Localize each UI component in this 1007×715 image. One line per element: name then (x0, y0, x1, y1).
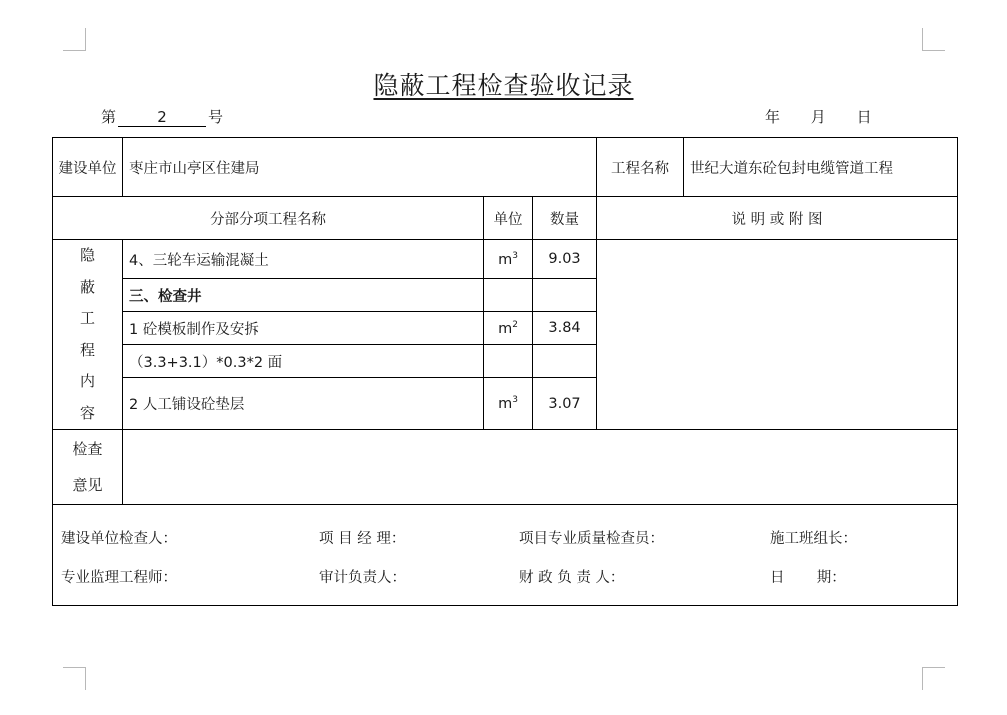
item-name-cell: 三、检查井 (123, 279, 484, 312)
section-label-char: 程 (79, 340, 95, 359)
quantity-cell: 3.07 (533, 378, 597, 430)
signature-quality-inspector: 项目专业质量检查员： (519, 531, 664, 547)
unit-cell: $m^3$ (484, 378, 533, 430)
column-notes: 说 明 或 附 图 (597, 197, 958, 240)
section-label-char: 容 (79, 403, 95, 422)
unit-cell: $m^2$ (484, 312, 533, 345)
owner-label: 建设单位 (53, 138, 123, 197)
unit-cell (484, 279, 533, 312)
serial-suffix: 号 (208, 108, 224, 126)
section-label-char: 工 (79, 309, 95, 327)
project-value: 世纪大道东砼包封电缆管道工程 (684, 138, 958, 197)
unit-cell (484, 345, 533, 378)
document-title: 隐蔽工程检查验收记录 (373, 71, 634, 100)
document-title-container (0, 66, 1007, 102)
column-item-name: 分部分项工程名称 (53, 197, 484, 240)
date-month: 月 (810, 108, 826, 126)
quantity-cell (533, 345, 597, 378)
table-row (53, 240, 958, 279)
signature-block (53, 505, 958, 606)
date-day: 日 (856, 108, 872, 126)
opinion-label: 检查 意见 (53, 430, 123, 505)
section-label-concealed-work (53, 240, 123, 430)
unit-cell: $m^3$ (484, 240, 533, 279)
signature-owner-inspector: 建设单位检查人： (61, 531, 177, 547)
quantity-cell (533, 279, 597, 312)
signature-date: 日 期： (770, 570, 846, 586)
signature-line-1 (61, 527, 957, 548)
item-name-cell: 1 砼模板制作及安拆 (123, 312, 484, 345)
quantity-cell: 3.84 (533, 312, 597, 345)
item-name-cell: 2 人工铺设砼垫层 (123, 378, 484, 430)
signature-row (53, 505, 958, 606)
date-line (765, 106, 872, 127)
notes-area (597, 240, 958, 430)
opinion-row (53, 430, 958, 505)
project-label: 工程名称 (597, 138, 684, 197)
corner-mark-top-left (63, 28, 86, 51)
section-label-char: 蔽 (79, 277, 95, 296)
corner-mark-top-right (922, 28, 945, 51)
signature-finance-lead: 财 政 负 责 人： (519, 570, 625, 586)
inspection-record-table (52, 137, 958, 606)
column-unit: 单位 (484, 197, 533, 240)
signature-supervising-engineer: 专业监理工程师： (61, 570, 177, 586)
corner-mark-bottom-left (63, 667, 86, 690)
signature-project-manager: 项 目 经 理： (319, 531, 406, 547)
column-header-row (53, 197, 958, 240)
opinion-value (123, 430, 958, 505)
signature-audit-lead: 审计负责人： (319, 570, 406, 586)
quantity-cell: 9.03 (533, 240, 597, 279)
signature-team-leader: 施工班组长： (770, 531, 857, 547)
item-name-cell: 4、三轮车运输混凝土 (123, 240, 484, 279)
serial-number-value: 2 (118, 108, 206, 127)
section-label-char: 隐 (79, 246, 95, 264)
date-year: 年 (765, 108, 781, 126)
section-label-char: 内 (79, 372, 95, 390)
serial-number (101, 106, 223, 127)
column-quantity: 数量 (533, 197, 597, 240)
header-info-row (53, 138, 958, 197)
signature-line-2 (61, 566, 957, 587)
owner-value: 枣庄市山亭区住建局 (123, 138, 597, 197)
serial-prefix: 第 (101, 108, 117, 126)
item-name-cell: （3.3+3.1）*0.3*2 面 (123, 345, 484, 378)
corner-mark-bottom-right (922, 667, 945, 690)
